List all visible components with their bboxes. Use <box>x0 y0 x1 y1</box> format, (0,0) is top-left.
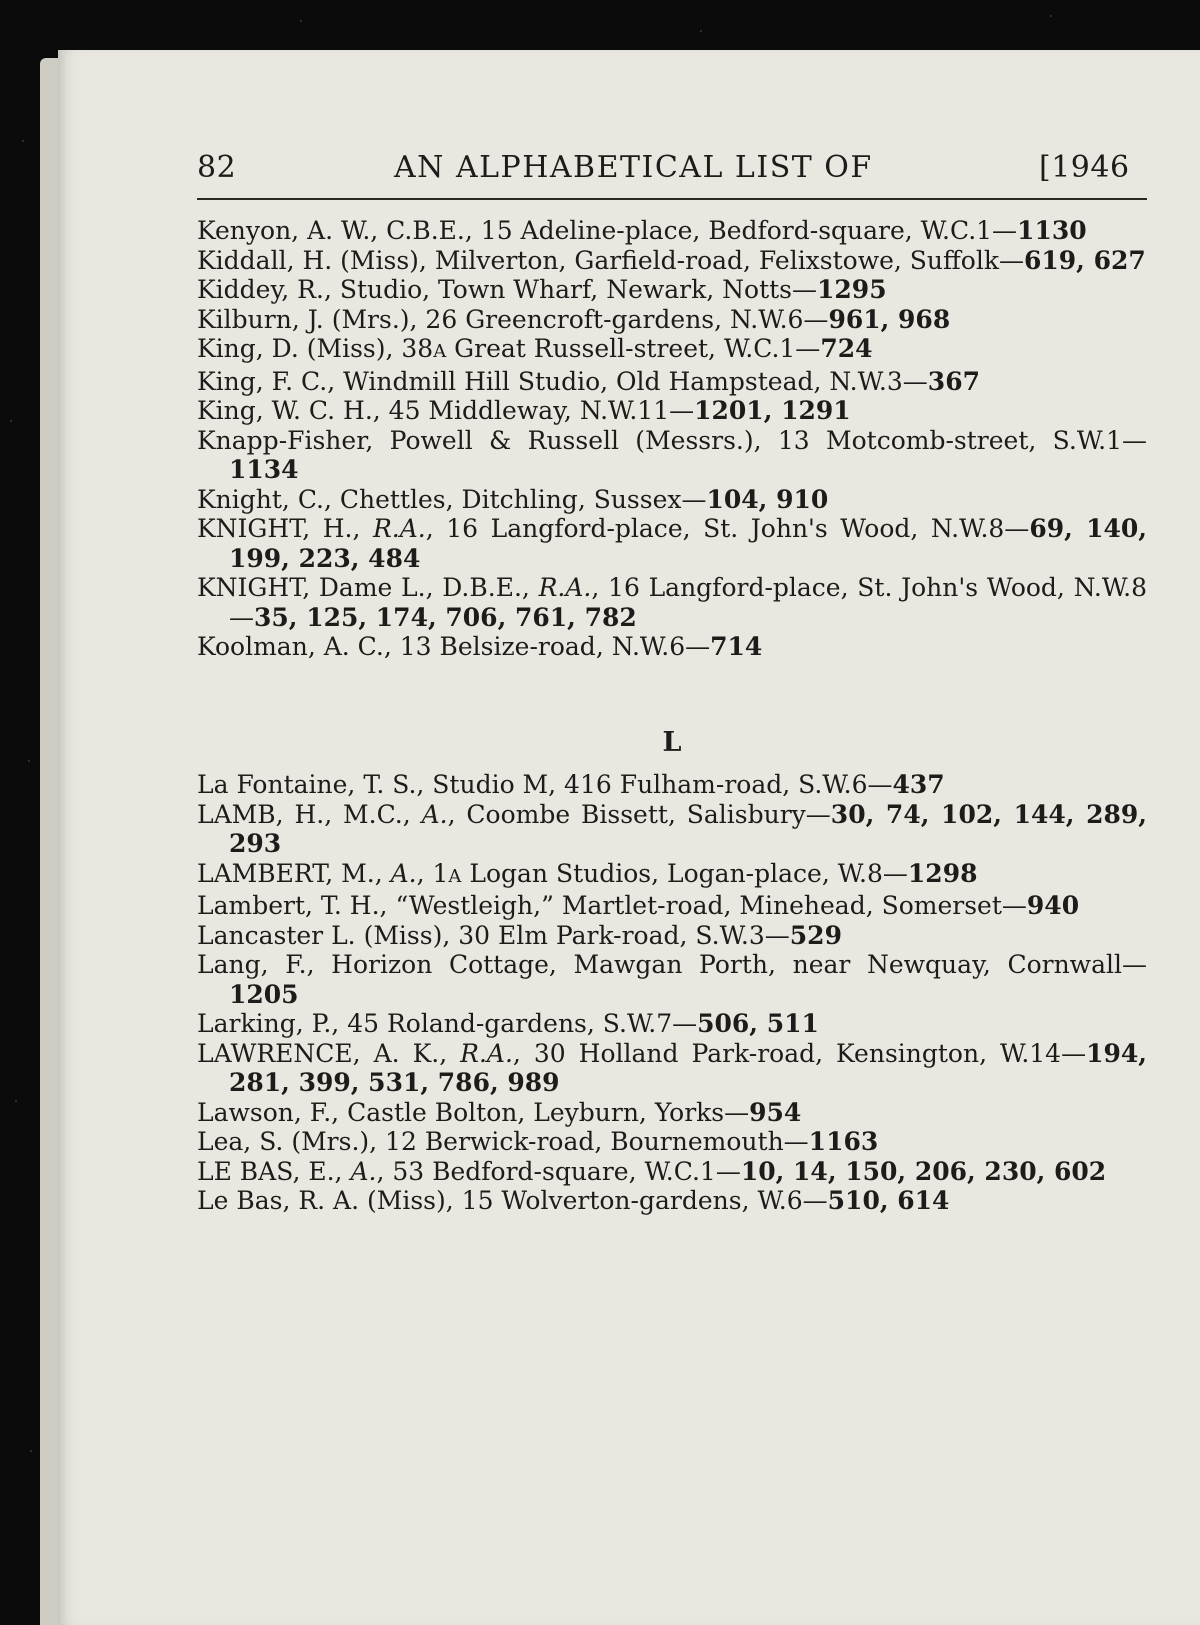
list-item: Kenyon, A. W., C.B.E., 15 Adeline-place, Bedford-square, W.C.1—1130 <box>197 216 1087 245</box>
list-item: Lea, S. (Mrs.), 12 Berwick-road, Bournemouth—1163 <box>197 1127 879 1156</box>
list-item: Lang, F., Horizon Cottage, Mawgan Porth, near Newquay, Cornwall—1205 <box>197 950 1147 1009</box>
list-item: King, W. C. H., 45 Middleway, N.W.11—1201, 1291 <box>197 396 851 425</box>
list-item: Koolman, A. C., 13 Belsize-road, N.W.6—714 <box>197 632 763 661</box>
page-title: AN ALPHABETICAL LIST OF <box>394 150 873 185</box>
list-item: Lawson, F., Castle Bolton, Leyburn, Yorks—954 <box>197 1097 802 1127</box>
list-item: Kiddey, R., Studio, Town Wharf, Newark, Notts—1295 <box>197 275 887 304</box>
list-item: Larking, P., 45 Roland-gardens, S.W.7—506, 511 <box>197 1009 819 1038</box>
list-item: LAWRENCE, A. K., R.A., 30 Holland Park-road, Kensington, W.14—194, 281, 399, 531, 786, 989 <box>197 1038 1147 1097</box>
list-item: KNIGHT, H., R.A., 16 Langford-place, St. John's Wood, N.W.8—69, 140, 199, 223, 484 <box>197 514 1148 573</box>
list-item: Le Bas, R. A. (Miss), 15 Wolverton-gardens, W.6—510, 614 <box>197 1186 950 1215</box>
list-item: King, D. (Miss), 38A Great Russell-street, W.C.1—724 <box>197 334 873 363</box>
list-item: LE BAS, E., A., 53 Bedford-square, W.C.1—10, 14, 150, 206, 230, 602 <box>197 1156 1107 1186</box>
list-item: Knight, C., Chettles, Ditchling, Sussex—104, 910 <box>197 484 829 514</box>
list-item: LAMB, H., M.C., A., Coombe Bissett, Salisbury—30, 74, 102, 144, 289, 293 <box>197 799 1147 858</box>
page-number: 82 <box>197 150 237 185</box>
list-item: Kiddall, H. (Miss), Milverton, Garfield-road, Felixstowe, Suffolk—619, 627 <box>197 245 1146 275</box>
list-item: LAMBERT, M., A., 1A Logan Studios, Logan-place, W.8—1298 <box>197 858 978 888</box>
list-item: Kilburn, J. (Mrs.), 26 Greencroft-gardens, N.W.6—961, 968 <box>197 304 951 334</box>
list-item: King, F. C., Windmill Hill Studio, Old Hampstead, N.W.3—367 <box>197 366 980 396</box>
book-page <box>58 50 1200 1625</box>
year-label: [1946 <box>1039 150 1130 185</box>
list-item: KNIGHT, Dame L., D.B.E., R.A., 16 Langford-place, St. John's Wood, N.W.8—35, 125, 174, 706, 761, 782 <box>197 573 1147 632</box>
list-item: Knapp-Fisher, Powell & Russell (Messrs.), 13 Motcomb-street, S.W.1—1134 <box>197 425 1147 484</box>
list-item: Lambert, T. H., “Westleigh,” Martlet-road, Minehead, Somerset—940 <box>197 891 1080 920</box>
header-rule <box>197 198 1147 200</box>
running-head <box>59 150 1199 196</box>
list-item: La Fontaine, T. S., Studio M, 416 Fulham-road, S.W.6—437 <box>197 770 945 799</box>
section-letter: L <box>662 726 682 758</box>
list-item: Lancaster L. (Miss), 30 Elm Park-road, S.W.3—529 <box>197 920 842 950</box>
entry-list <box>197 216 1147 1216</box>
